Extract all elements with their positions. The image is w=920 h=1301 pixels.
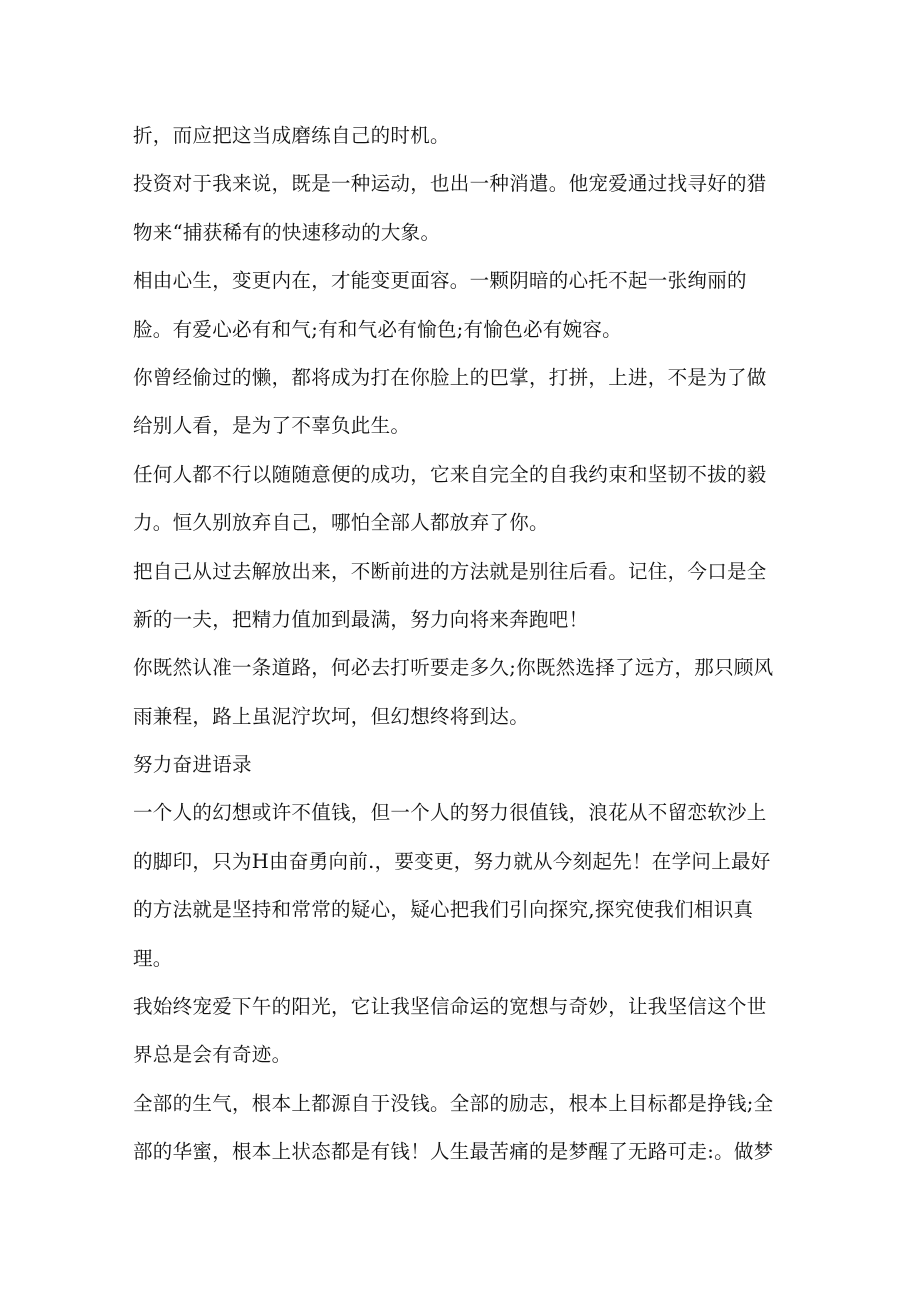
text-line: 物来“捕获稀有的快速移动的大象。 (133, 220, 441, 244)
paragraph (133, 354, 793, 451)
text-line: 你既然认准一条道路，何必去打听要走多久;你既然选择了远方，那只顾风 (133, 656, 774, 680)
text-line: 我始终宠爱下午的阳光，它让我坚信命运的宽想与奇妙，让我坚信这个世 (133, 995, 767, 1019)
text-line: 的方法就是坚持和常常的疑心，疑心把我们引向探究,探究使我们相识真 (133, 898, 754, 922)
text-line: 力。恒久别放弃自己，哪怕全部人都放弃了你。 (133, 511, 549, 535)
text-line: 相由心生，变更内在，才能变更面容。一颗阴暗的心托不起一张绚丽的 (133, 269, 747, 293)
paragraph (133, 789, 793, 983)
paragraph (133, 644, 793, 741)
paragraph (133, 257, 793, 354)
paragraph (133, 1080, 793, 1177)
text-body (133, 112, 793, 1177)
text-line: 全部的生气，根本上都源自于没钱。全部的励志，根本上目标都是挣钱;全 (133, 1091, 774, 1115)
paragraph (133, 112, 793, 160)
paragraph (133, 548, 793, 645)
text-line: 投资对于我来说，既是一种运动，也出一种消遣。他宠爱通过找寻好的猎 (133, 172, 767, 196)
text-line: 的脚印，只为H由奋勇向前.，要变更，努力就从今刻起先！在学问上最好 (133, 849, 771, 873)
text-line: 你曾经偷过的懒，都将成为打在你脸上的巴掌，打拼，上进，不是为了做 (133, 365, 767, 389)
heading-line: 努力奋进语录 (133, 753, 252, 777)
text-line: 任何人都不行以随随意便的成功，它来自完全的自我约束和坚韧不拔的毅 (133, 462, 767, 486)
paragraph (133, 451, 793, 548)
text-line: 雨兼程，路上虽泥泞坎坷，但幻想终将到达。 (133, 704, 530, 728)
text-line: 把自己从过去解放出来，不断前进的方法就是别往后看。记住，今口是全 (133, 559, 767, 583)
paragraph (133, 983, 793, 1080)
text-line: 脸。有爱心必有和气;有和气必有愉色;有愉色必有婉容。 (133, 317, 622, 341)
text-line: 给别人看，是为了不辜负此生。 (133, 414, 411, 438)
text-line: 折，而应把这当成磨练自己的时机。 (133, 124, 450, 147)
section-heading (133, 741, 793, 789)
text-line: 一个人的幻想或许不值钱，但一个人的努力很值钱，浪花从不留恋软沙上 (133, 801, 767, 825)
text-line: 新的一夫，把精力值加到最满，努力向将来奔跑吧！ (133, 607, 589, 631)
paragraph (133, 160, 793, 257)
text-line: 理。 (133, 946, 173, 970)
text-line: 部的华蜜，根本上状态都是有钱！人生最苦痛的是梦醒了无路可走:。做梦 (133, 1140, 774, 1164)
text-line: 界总是会有奇迹。 (133, 1043, 292, 1067)
